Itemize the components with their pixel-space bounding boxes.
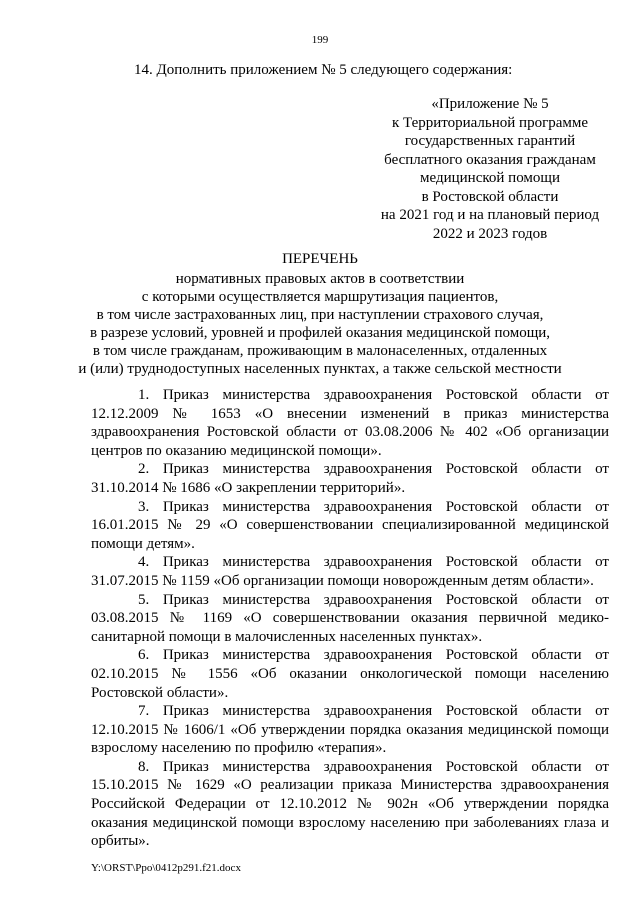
subtitle-line: в разрезе условий, уровней и профилей оказания медицинской помощи, — [89, 325, 551, 341]
page-number: 199 — [311, 34, 329, 46]
order-item: 7. Приказ министерства здравоохранения Ростовской области от 12.10.2015 № 1606/1 «Об утверждении порядка оказания медицинской помощи взрослому населению по профилю «терапия». — [91, 703, 609, 757]
subtitle-line: нормативных правовых актов в соответствии — [175, 271, 465, 287]
appendix-line: 2022 и 2023 годов — [432, 225, 548, 242]
appendix-line: в Ростовской области — [421, 188, 559, 205]
order-item: 5. Приказ министерства здравоохранения Ростовской области от 03.08.2015 № 1169 «О совершенствовании оказания первичной медико-санитарной помощи в малочисленных населенных пунктах». — [91, 591, 609, 645]
order-item: 3. Приказ министерства здравоохранения Ростовской области от 16.01.2015 № 29 «О совершенствовании специализированной медицинской помощи детям». — [91, 498, 609, 552]
appendix-line: на 2021 год и на плановый период — [380, 207, 600, 223]
amendment-heading: 14. Дополнить приложением № 5 следующего содержания: — [134, 62, 513, 78]
appendix-block — [345, 95, 635, 243]
subtitle-line: и (или) труднодоступных населенных пунктах, а также сельской местности — [78, 361, 562, 377]
file-path-footer: Y:\ORST\Ppo\0412p291.f21.docx — [91, 862, 241, 874]
order-item: 4. Приказ министерства здравоохранения Ростовской области от 31.07.2015 № 1159 «Об организации помощи новорожденным детям области». — [91, 554, 609, 589]
subtitle-line: в том числе застрахованных лиц, при наступлении страхового случая, — [96, 307, 544, 323]
order-item: 6. Приказ министерства здравоохранения Ростовской области от 02.10.2015 № 1556 «Об оказании онкологической помощи населению Ростовской области». — [91, 647, 609, 701]
list-subtitle — [0, 270, 640, 378]
subtitle-line: с которыми осуществляется маршрутизация пациентов, — [141, 289, 499, 305]
order-list — [91, 386, 609, 851]
appendix-line: медицинской помощи — [420, 170, 560, 186]
list-title: ПЕРЕЧЕНЬ — [282, 251, 358, 267]
subtitle-line: в том числе гражданам, проживающим в малонаселенных, отдаленных — [92, 343, 548, 359]
appendix-line: к Территориальной программе — [391, 114, 589, 131]
appendix-line: бесплатного оказания гражданам — [384, 151, 596, 168]
appendix-line: государственных гарантий — [404, 133, 576, 149]
order-item: 1. Приказ министерства здравоохранения Ростовской области от 12.12.2009 № 1653 «О внесении изменений в приказ министерства здравоохранения Ростовской области от 03.08.2006 № 402 «Об организации центров по оказанию медицинской помощи». — [91, 387, 609, 459]
appendix-line: «Приложение № 5 — [431, 96, 549, 112]
order-item: 2. Приказ министерства здравоохранения Ростовской области от 31.10.2014 № 1686 «О закреплении территорий». — [91, 461, 609, 496]
order-item: 8. Приказ министерства здравоохранения Ростовской области от 15.10.2015 № 1629 «О реализации приказа Министерства здравоохранения Российской Федерации от 12.10.2012 № 902н «Об утверждении порядка оказания медицинской помощи взрослому населению при заболеваниях глаза и орбиты». — [91, 758, 609, 850]
